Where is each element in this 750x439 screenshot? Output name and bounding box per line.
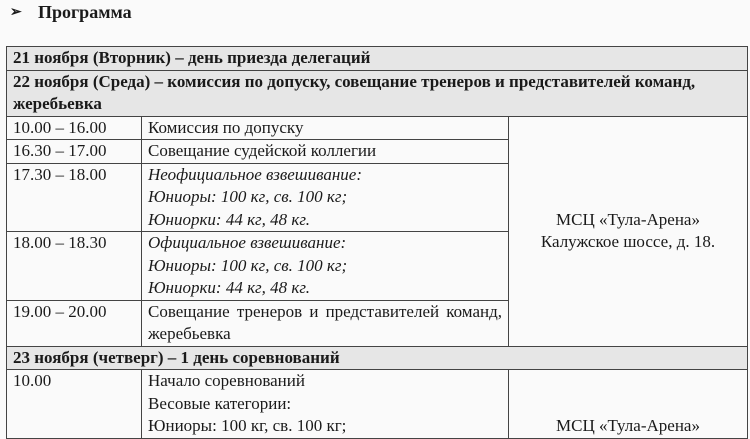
event-line: Начало соревнований — [148, 371, 305, 390]
event-desc — [142, 370, 509, 439]
day-title: 22 ноября (Среда) – комиссия по допуску, совещание тренеров и представителей команд, жеребьевка — [7, 70, 748, 116]
section-heading — [10, 2, 132, 23]
event-desc: Совещание судейской коллегии — [142, 140, 509, 164]
event-line: Юниорки: 44 кг, 48 кг. — [148, 278, 311, 297]
program-table — [6, 46, 748, 439]
event-line: Юниоры: 100 кг, св. 100 кг; — [148, 255, 348, 275]
event-desc: Совещание тренеров и представителей команд, жеребьевка — [142, 300, 509, 346]
day-title: 21 ноября (Вторник) – день приезда делегаций — [7, 47, 748, 71]
event-time: 18.00 – 18.30 — [7, 232, 142, 301]
event-desc — [142, 232, 509, 301]
venue-address: Калужское шоссе, д. 18. — [540, 232, 716, 251]
event-time: 17.30 – 18.00 — [7, 163, 142, 232]
day-header-row — [7, 70, 748, 116]
event-line: Юниоры: 100 кг, св. 100 кг; — [148, 416, 347, 435]
table-row — [7, 370, 748, 439]
event-line: Неофициальное взвешивание: — [148, 164, 362, 184]
arrow-bullet-icon: ➢ — [10, 5, 22, 20]
event-desc: Комиссия по допуску — [142, 116, 509, 140]
table-row — [7, 116, 748, 140]
day-title: 23 ноября (четверг) – 1 день соревнований — [7, 346, 748, 370]
event-time: 10.00 – 16.00 — [7, 116, 142, 140]
event-time: 19.00 – 20.00 — [7, 300, 142, 346]
venue-name: МСЦ «Тула-Арена» — [556, 209, 700, 229]
event-line: Юниорки: 44 кг, 48 кг. — [148, 209, 311, 229]
section-title: Программа — [38, 2, 132, 22]
event-line: Весовые категории: — [148, 393, 292, 413]
venue-name: МСЦ «Тула-Арена» — [556, 416, 700, 435]
event-line: Юниоры: 100 кг, св. 100 кг; — [148, 187, 348, 206]
event-time: 10.00 — [7, 370, 142, 439]
event-line: Официальное взвешивание: — [148, 233, 347, 252]
venue-cell — [509, 116, 748, 346]
day-header-row — [7, 47, 748, 71]
event-time: 16.30 – 17.00 — [7, 140, 142, 164]
day-header-row — [7, 346, 748, 370]
venue-cell — [509, 370, 748, 439]
event-desc — [142, 163, 509, 232]
